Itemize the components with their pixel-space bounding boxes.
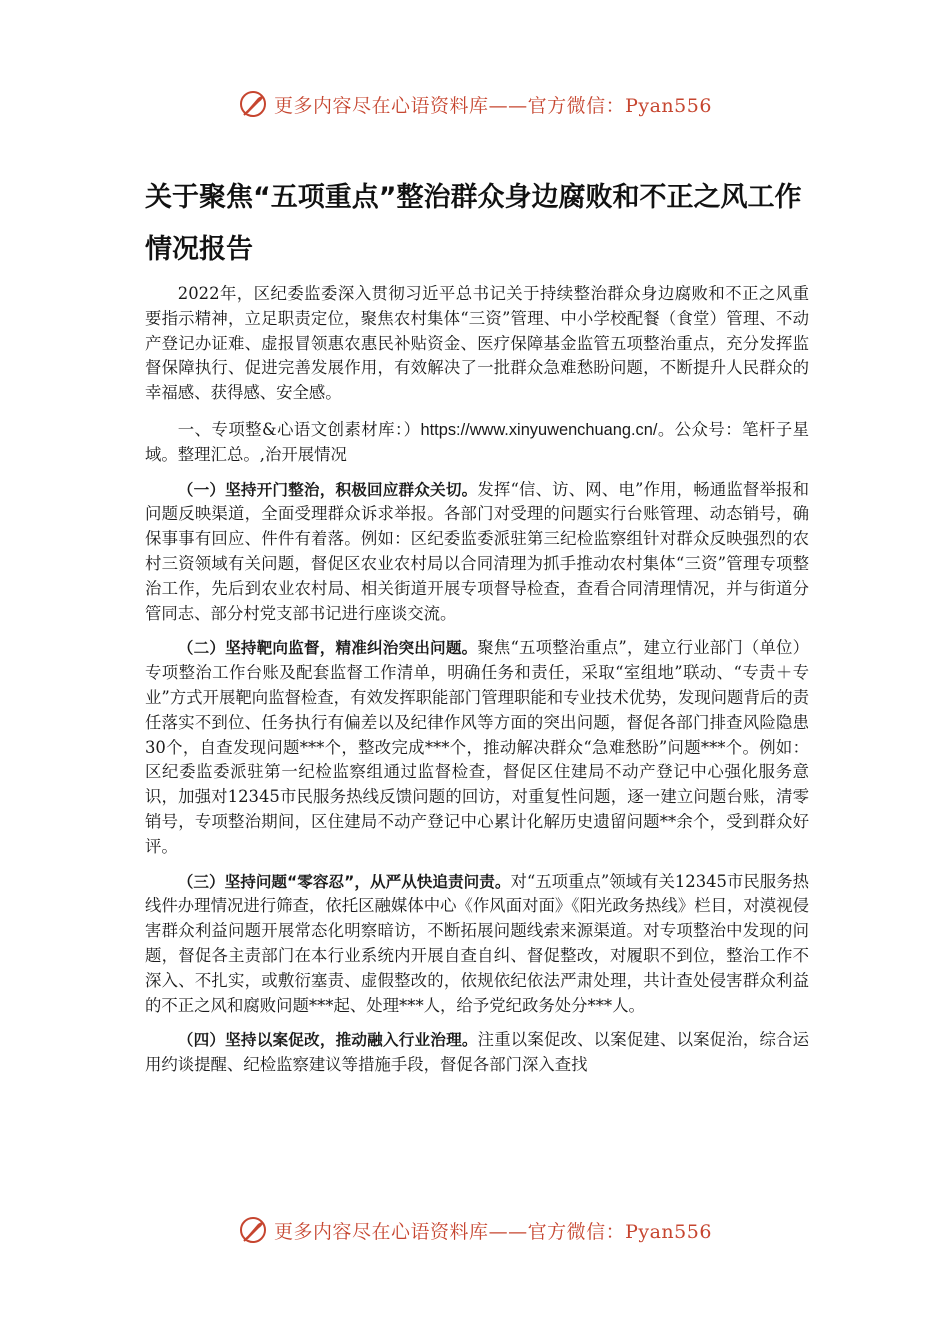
item-paragraph-2 — [145, 636, 809, 859]
banner-wechat-label: 官方微信： — [527, 94, 626, 117]
section-heading-url: https://www.xinyuwenchuang.cn/ — [420, 420, 658, 439]
document-body — [145, 282, 809, 1088]
item-lead-3: （三）坚持问题“零容忍”，从严从快追责问责。 — [177, 872, 511, 891]
quill-logo-icon — [238, 89, 268, 119]
footer-banner — [0, 1210, 950, 1250]
banner-wechat-id: Pyan556 — [625, 1220, 712, 1243]
item-lead-4: （四）坚持以案促改，推动融入行业治理。 — [177, 1031, 478, 1050]
item-body-4: 注重以案促改、以案促建、以案促治，综合运用约谈提醒、纪检监察建议等措施手段，督促各部门深入查找 — [145, 1030, 809, 1075]
quill-logo-icon — [238, 1215, 268, 1245]
section-heading-1 — [145, 418, 809, 468]
item-lead-1: （一）坚持开门整治，积极回应群众关切。 — [177, 480, 478, 499]
item-paragraph-3 — [145, 870, 809, 1019]
banner-wechat-id: Pyan556 — [625, 94, 712, 117]
item-paragraph-4 — [145, 1028, 809, 1078]
document-title: 关于聚焦“五项重点”整治群众身边腐败和不正之风工作情况报告 — [145, 182, 802, 265]
item-body-2: 聚焦“五项整治重点”，建立行业部门（单位）专项整治工作台账及配套监督工作清单，明确任务和责任，采取“室组地”联动、“专责＋专业”方式开展靶向监督检查，有效发挥职能部门管理职能和专业技术优势，发现问题背后的责任落实不到位、任务执行有偏差以及纪律作风等方面的突出问题，督促各部门排查风险隐患30个，自查发现问题***个，整改完成***个，推动解决群众“急难愁盼”问题***个。例如：区纪委监委派驻第一纪检监察组通过监督检查，督促区住建局不动产登记中心强化服务意识，加强对12345市民服务热线反馈问题的回访，对重复性问题，逐一建立问题台账，清零销号，专项整治期间，区住建局不动产登记中心累计化解历史遗留问题**余个，受到群众好评。 — [145, 638, 810, 856]
banner-text — [274, 1217, 712, 1244]
header-banner — [0, 84, 950, 124]
banner-site-name: 更多内容尽在心语资料库 — [274, 94, 489, 117]
section-heading-suffix: 。公众号：笔杆子星域。整理汇总。,治开展情况 — [145, 419, 810, 464]
banner-wechat-label: 官方微信： — [527, 1220, 626, 1243]
intro-paragraph: 2022年，区纪委监委深入贯彻习近平总书记关于持续整治群众身边腐败和不正之风重要指示精神，立足职责定位，聚焦农村集体“三资”管理、中小学校配餐（食堂）管理、不动产登记办证难、虚报冒领惠农惠民补贴资金、医疗保障基金监管五项整治重点，充分发挥监督保障执行、促进完善发展作用，有效解决了一批群众急难愁盼问题，不断提升人民群众的幸福感、获得感、安全感。 — [145, 284, 809, 403]
banner-dash: —— — [488, 1220, 528, 1243]
banner-dash: —— — [488, 94, 528, 117]
banner-site-name: 更多内容尽在心语资料库 — [274, 1220, 489, 1243]
item-lead-2: （二）坚持靶向监督，精准纠治突出问题。 — [177, 639, 478, 658]
item-body-1: 发挥“信、访、网、电”作用，畅通监督举报和问题反映渠道，全面受理群众诉求举报。各部门对受理的问题实行台账管理、动态销号，确保事事有回应、件件有着落。例如：区纪委监委派驻第三纪检监察组针对群众反映强烈的农村三资领域有关问题，督促区农业农村局以合同清理为抓手推动农村集体“三资”管理专项整治工作，先后到农业农村局、相关街道开展专项督导检查，查看合同清理情况，并与街道分管同志、部分村党支部书记进行座谈交流。 — [145, 479, 809, 623]
section-heading-prefix: 一、专项整&心语文创素材库：） — [177, 419, 421, 439]
item-paragraph-1 — [145, 478, 809, 627]
item-body-3: 对“五项重点”领域有关12345市民服务热线件办理情况进行筛查，依托区融媒体中心《作风面对面》《阳光政务热线》栏目，对漠视侵害群众利益问题开展常态化明察暗访，不断拓展问题线索来源渠道。对专项整治中发现的问题，督促各主责部门在本行业系统内开展自查自纠、督促整改，对履职不到位，整治工作不深入、不扎实，或敷衍塞责、虚假整改的，依规依纪依法严肃处理，共计查处侵害群众利益的不正之风和腐败问题***起、处理***人，给予党纪政务处分***人。 — [145, 871, 809, 1015]
banner-text — [274, 91, 712, 118]
